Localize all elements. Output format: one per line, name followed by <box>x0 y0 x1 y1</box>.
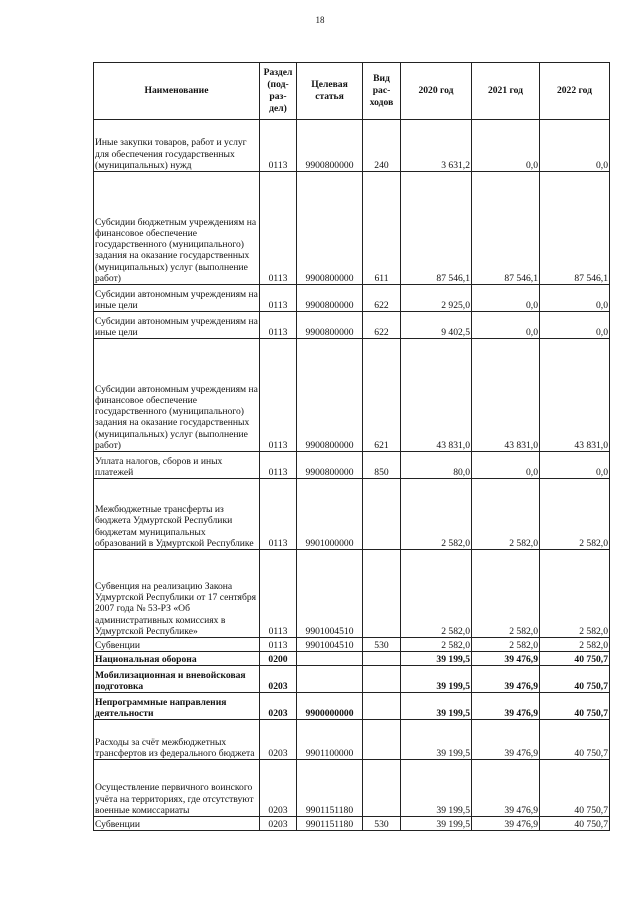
row-target-cell: 9901004510 <box>297 550 363 638</box>
table-row <box>94 120 610 172</box>
row-2021-cell: 43 831,0 <box>472 339 540 452</box>
row-2020-cell: 43 831,0 <box>401 339 472 452</box>
row-section-cell: 0113 <box>260 120 297 172</box>
table-row <box>94 285 610 312</box>
row-name-cell: Межбюджетные трансферты из бюджета Удмуртской Республики бюджетам муниципальных образований в Удмуртской Республике <box>94 479 260 550</box>
row-2020-cell: 39 199,5 <box>401 720 472 760</box>
row-expense-cell: 850 <box>363 452 401 479</box>
table-row <box>94 720 610 760</box>
row-target-cell: 9900800000 <box>297 120 363 172</box>
row-section-cell: 0113 <box>260 550 297 638</box>
row-expense-cell: 240 <box>363 120 401 172</box>
row-section-cell: 0203 <box>260 817 297 831</box>
row-expense-cell: 530 <box>363 638 401 652</box>
table-row <box>94 693 610 720</box>
row-2021-cell: 39 476,9 <box>472 693 540 720</box>
table-row <box>94 817 610 831</box>
row-2020-cell: 39 199,5 <box>401 817 472 831</box>
row-2021-cell: 0,0 <box>472 452 540 479</box>
row-2022-cell: 40 750,7 <box>540 652 610 666</box>
row-section-cell: 0203 <box>260 720 297 760</box>
row-target-cell: 9900800000 <box>297 339 363 452</box>
row-section-cell: 0113 <box>260 339 297 452</box>
row-target-cell: 9900800000 <box>297 172 363 285</box>
row-expense-cell <box>363 693 401 720</box>
row-2020-cell: 80,0 <box>401 452 472 479</box>
row-2022-cell: 40 750,7 <box>540 693 610 720</box>
row-section-cell: 0113 <box>260 285 297 312</box>
row-target-cell: 9900800000 <box>297 312 363 339</box>
row-2020-cell: 87 546,1 <box>401 172 472 285</box>
row-2022-cell: 40 750,7 <box>540 666 610 693</box>
table-row <box>94 479 610 550</box>
row-target-cell: 9901000000 <box>297 479 363 550</box>
row-2021-cell: 2 582,0 <box>472 479 540 550</box>
row-target-cell: 9901004510 <box>297 638 363 652</box>
row-2022-cell: 0,0 <box>540 120 610 172</box>
row-name-cell: Иные закупки товаров, работ и услуг для обеспечения государственных (муниципальных) нужд <box>94 120 260 172</box>
row-2022-cell: 2 582,0 <box>540 638 610 652</box>
row-2021-cell: 39 476,9 <box>472 720 540 760</box>
row-name-cell: Непрограммные направления деятельности <box>94 693 260 720</box>
table-body <box>94 120 610 831</box>
row-2021-cell: 2 582,0 <box>472 638 540 652</box>
row-2021-cell: 87 546,1 <box>472 172 540 285</box>
row-section-cell: 0113 <box>260 172 297 285</box>
row-name-cell: Уплата налогов, сборов и иных платежей <box>94 452 260 479</box>
row-section-cell: 0113 <box>260 312 297 339</box>
row-section-cell: 0113 <box>260 452 297 479</box>
row-2021-cell: 39 476,9 <box>472 817 540 831</box>
table-row <box>94 652 610 666</box>
row-name-cell: Осуществление первичного воинского учёта на территориях, где отсутствуют военные комиссариаты <box>94 760 260 817</box>
row-expense-cell: 622 <box>363 312 401 339</box>
row-2022-cell: 2 582,0 <box>540 550 610 638</box>
row-2021-cell: 39 476,9 <box>472 666 540 693</box>
row-name-cell: Субвенции <box>94 638 260 652</box>
row-2022-cell: 43 831,0 <box>540 339 610 452</box>
row-2020-cell: 3 631,2 <box>401 120 472 172</box>
row-2020-cell: 2 582,0 <box>401 550 472 638</box>
row-2021-cell: 0,0 <box>472 285 540 312</box>
header-2022: 2022 год <box>540 63 610 120</box>
row-name-cell: Субсидии бюджетным учреждениям на финансовое обеспечение государственного (муниципального) задания на оказание государственных (муниципальных) услуг (выполнение работ) <box>94 172 260 285</box>
row-target-cell: 9900800000 <box>297 285 363 312</box>
row-name-cell: Субвенции <box>94 817 260 831</box>
row-2021-cell: 0,0 <box>472 312 540 339</box>
row-target-cell: 9901100000 <box>297 720 363 760</box>
row-name-cell: Субсидии автономным учреждениям на финансовое обеспечение государственного (муниципального) задания на оказание государственных (муниципальных) услуг (выполнение работ) <box>94 339 260 452</box>
row-target-cell: 9900800000 <box>297 452 363 479</box>
row-expense-cell <box>363 666 401 693</box>
row-2022-cell: 40 750,7 <box>540 760 610 817</box>
table-row <box>94 550 610 638</box>
row-2022-cell: 0,0 <box>540 312 610 339</box>
row-2020-cell: 39 199,5 <box>401 760 472 817</box>
row-section-cell: 0203 <box>260 693 297 720</box>
row-2021-cell: 0,0 <box>472 120 540 172</box>
row-2021-cell: 2 582,0 <box>472 550 540 638</box>
row-2021-cell: 39 476,9 <box>472 652 540 666</box>
row-expense-cell <box>363 479 401 550</box>
row-2020-cell: 2 582,0 <box>401 479 472 550</box>
header-name: Наименование <box>94 63 260 120</box>
row-2020-cell: 39 199,5 <box>401 693 472 720</box>
row-2021-cell: 39 476,9 <box>472 760 540 817</box>
row-target-cell <box>297 652 363 666</box>
row-name-cell: Субвенция на реализацию Закона Удмуртской Республики от 17 сентября 2007 года № 53-РЗ «Об административных комиссиях в Удмуртской Республике» <box>94 550 260 638</box>
table-row <box>94 666 610 693</box>
row-expense-cell <box>363 652 401 666</box>
table-row <box>94 760 610 817</box>
row-2020-cell: 39 199,5 <box>401 652 472 666</box>
header-2020: 2020 год <box>401 63 472 120</box>
header-expense: Вид рас-ходов <box>363 63 401 120</box>
table-row <box>94 172 610 285</box>
row-target-cell <box>297 666 363 693</box>
row-target-cell: 9900000000 <box>297 693 363 720</box>
header-target: Целевая статья <box>297 63 363 120</box>
header-section: Раздел (под-раз-дел) <box>260 63 297 120</box>
table-row <box>94 312 610 339</box>
row-expense-cell <box>363 760 401 817</box>
row-expense-cell <box>363 720 401 760</box>
row-name-cell: Мобилизационная и вневойсковая подготовка <box>94 666 260 693</box>
header-2021: 2021 год <box>472 63 540 120</box>
row-section-cell: 0200 <box>260 652 297 666</box>
row-section-cell: 0203 <box>260 760 297 817</box>
row-name-cell: Национальная оборона <box>94 652 260 666</box>
row-2022-cell: 2 582,0 <box>540 479 610 550</box>
row-expense-cell: 622 <box>363 285 401 312</box>
row-2022-cell: 0,0 <box>540 285 610 312</box>
row-2022-cell: 0,0 <box>540 452 610 479</box>
row-2020-cell: 2 582,0 <box>401 638 472 652</box>
row-expense-cell: 530 <box>363 817 401 831</box>
header-row <box>94 63 610 120</box>
row-expense-cell <box>363 550 401 638</box>
row-2022-cell: 40 750,7 <box>540 720 610 760</box>
row-2022-cell: 40 750,7 <box>540 817 610 831</box>
row-name-cell: Субсидии автономным учреждениям на иные цели <box>94 285 260 312</box>
row-section-cell: 0203 <box>260 666 297 693</box>
row-section-cell: 0113 <box>260 479 297 550</box>
row-target-cell: 9901151180 <box>297 760 363 817</box>
row-2020-cell: 2 925,0 <box>401 285 472 312</box>
row-name-cell: Субсидии автономным учреждениям на иные цели <box>94 312 260 339</box>
table-row <box>94 452 610 479</box>
row-2022-cell: 87 546,1 <box>540 172 610 285</box>
row-expense-cell: 621 <box>363 339 401 452</box>
row-name-cell: Расходы за счёт межбюджетных трансфертов из федерального бюджета <box>94 720 260 760</box>
row-section-cell: 0113 <box>260 638 297 652</box>
row-2020-cell: 39 199,5 <box>401 666 472 693</box>
table-row <box>94 638 610 652</box>
table-row <box>94 339 610 452</box>
row-target-cell: 9901151180 <box>297 817 363 831</box>
budget-table <box>93 62 610 831</box>
row-2020-cell: 9 402,5 <box>401 312 472 339</box>
row-expense-cell: 611 <box>363 172 401 285</box>
page-number: 18 <box>315 15 325 25</box>
